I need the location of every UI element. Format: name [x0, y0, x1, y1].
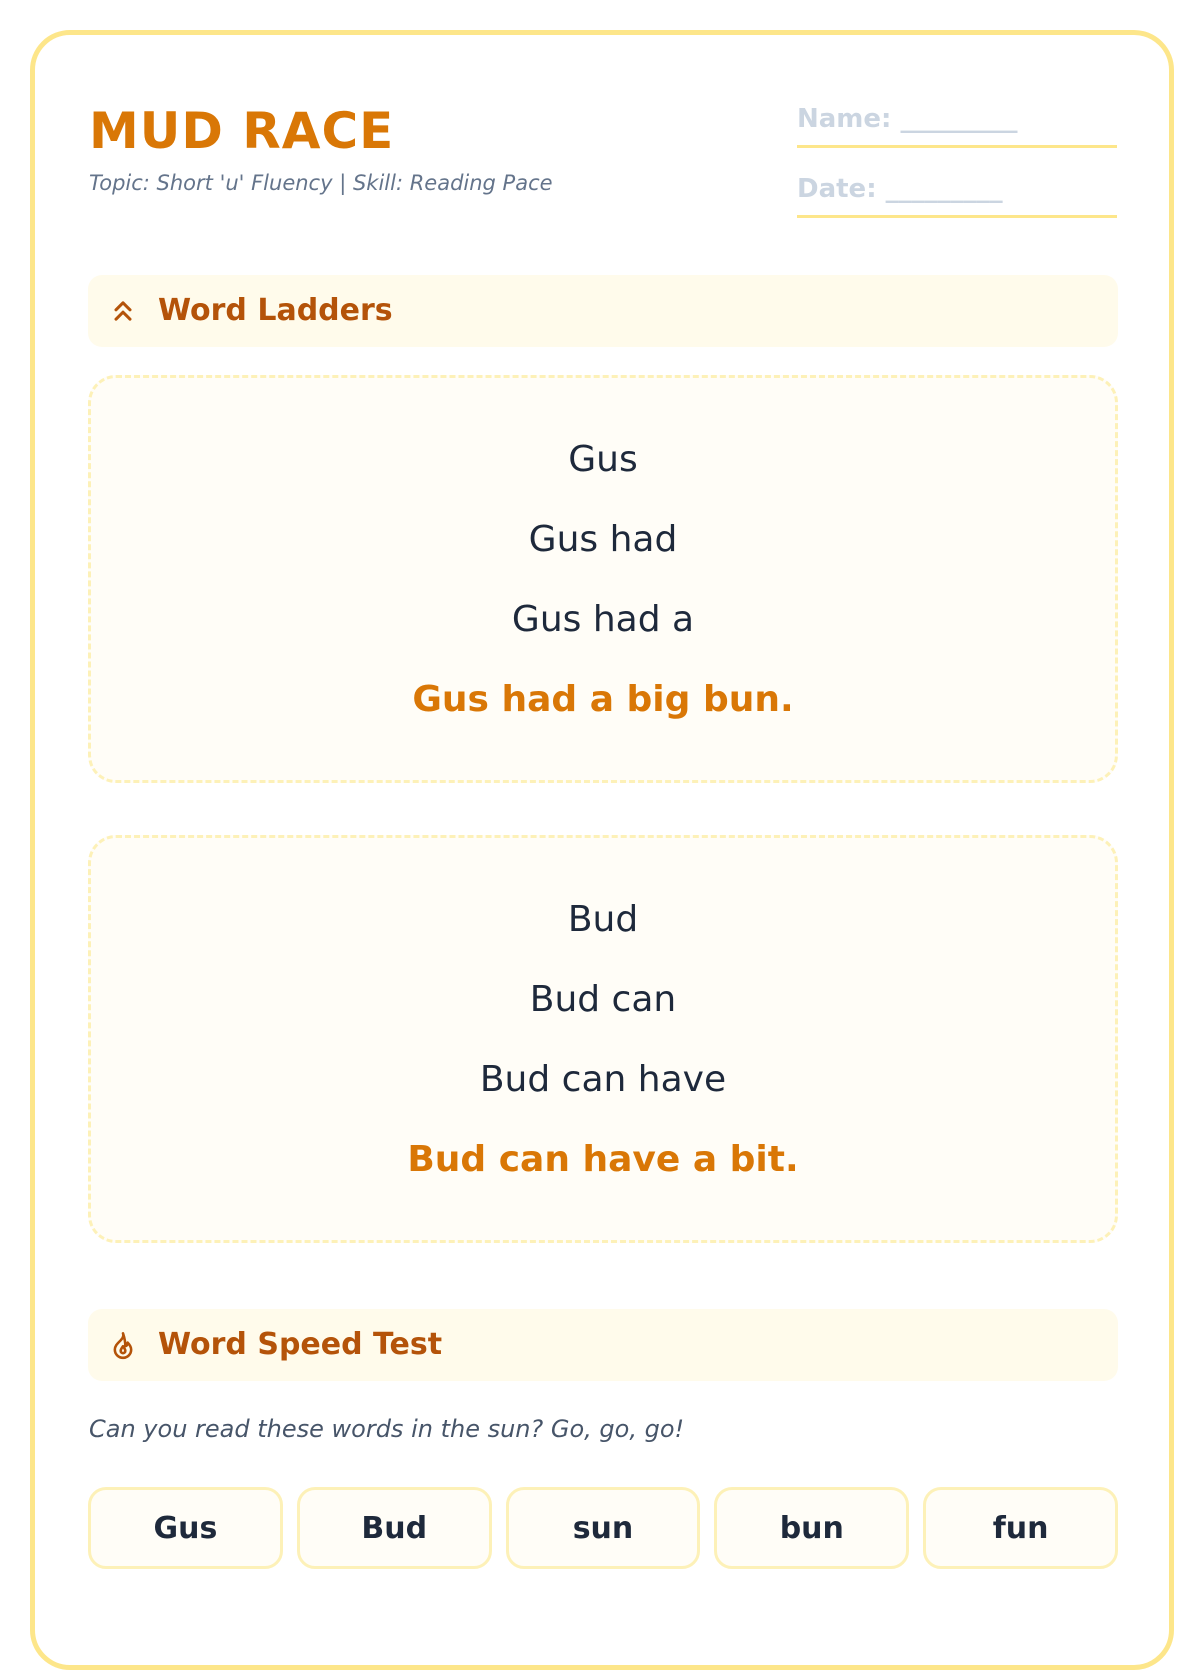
ladder-line: Gus had — [528, 519, 678, 560]
speed-word-tile: Bud — [297, 1487, 492, 1569]
speed-word-tile: Gus — [88, 1487, 283, 1569]
ladder-line: Bud — [567, 899, 639, 940]
ladder-line: Bud can have — [479, 1059, 727, 1100]
ladder-final-sentence: Gus had a big bun. — [412, 679, 794, 720]
word-ladder-card — [88, 375, 1118, 783]
speed-test-instruction: Can you read these words in the sun? Go, go, go! — [89, 1415, 685, 1443]
speed-word-row — [88, 1487, 1118, 1569]
ladder-line: Bud can — [529, 979, 677, 1020]
name-field[interactable]: Name: _________ — [797, 104, 1117, 148]
date-field[interactable]: Date: _________ — [797, 174, 1117, 218]
word-speed-test-header — [88, 1309, 1118, 1381]
worksheet-subtitle: Topic: Short 'u' Fluency | Skill: Reading Pace — [89, 171, 553, 195]
speed-word-tile: bun — [714, 1487, 909, 1569]
flame-icon — [106, 1328, 140, 1362]
word-speed-test-label: Word Speed Test — [158, 1327, 443, 1362]
word-ladder-card — [88, 835, 1118, 1243]
speed-word-tile: fun — [923, 1487, 1118, 1569]
chevrons-up-icon — [106, 294, 140, 328]
ladder-line: Gus had a — [511, 599, 695, 640]
speed-word-tile: sun — [506, 1487, 701, 1569]
ladder-line: Gus — [568, 439, 638, 480]
worksheet-title: MUD RACE — [89, 102, 395, 160]
ladder-final-sentence: Bud can have a bit. — [407, 1139, 799, 1180]
word-ladders-label: Word Ladders — [158, 293, 393, 328]
word-ladders-header — [88, 275, 1118, 347]
